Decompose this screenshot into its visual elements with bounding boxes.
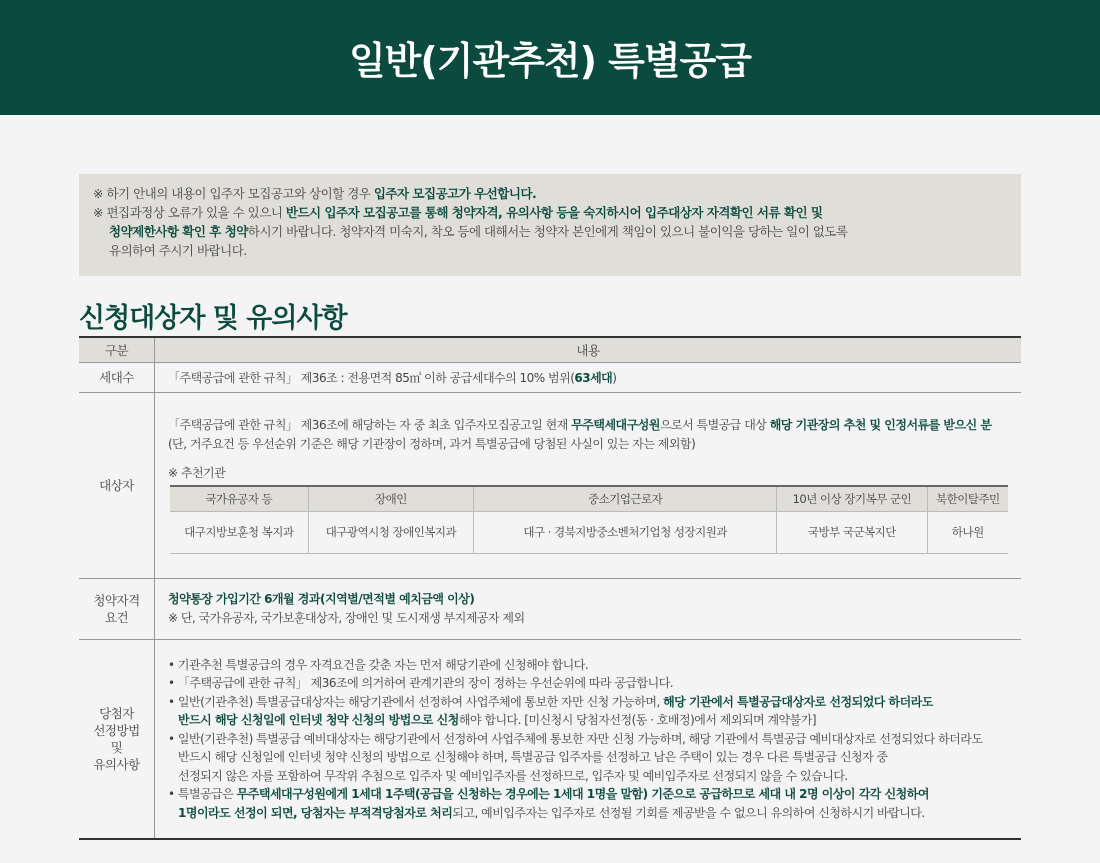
req-emphasis: 청약통장 가입기간 <box>168 591 265 606</box>
label-line: 선정방법 <box>93 722 140 738</box>
label-line: 당첨자 <box>99 705 134 721</box>
req-emphasis: (지역별/면적별 예치금액 이상) <box>320 591 475 606</box>
notice-box <box>79 174 1021 276</box>
recommender-cell: 대구지방보훈청 복지과 <box>170 511 308 553</box>
bullet-text: • 특별공급은 <box>168 787 237 801</box>
target-text: 「주택공급에 관한 규칙」 제36조에 해당하는 자 중 최초 입주자모집공고일 현재 <box>168 418 572 433</box>
notice-emphasis: 입주자 모집공고가 우선합니다. <box>373 186 537 201</box>
bullet-4: • 일반(기관추천) 특별공급 예비대상자는 해당기관에서 선정하여 사업주체에 통보한 자만 신청 가능하며, 해당 기관에서 특별공급 예비대상자로 선정되었다 하더라도 <box>168 731 983 746</box>
notice-line-1 <box>93 184 1007 203</box>
target-text: 으로서 특별공급 대상 <box>659 418 770 433</box>
bullet-text: 해야 합니다. [미신청시 당첨자선정(동 · 호배정)에서 제외되며 계약불가] <box>458 713 817 727</box>
recommender-header: 북한이탈주민 <box>927 486 1008 511</box>
title-banner <box>0 0 1100 115</box>
bullet-5-cont <box>168 804 1008 823</box>
notice-text: ※ 편집과정상 오류가 있을 수 있으니 <box>93 205 286 220</box>
bullet-emphasis: 무주택세대구성원에게 1세대 1주택(공급을 신청하는 경우에는 1세대 1명을 말함) 기준으로 공급 <box>236 787 722 801</box>
recommender-cell: 국방부 국군복지단 <box>777 511 928 553</box>
row-label-target: 대상자 <box>79 392 155 578</box>
recommender-cell: 대구광역시청 장애인복지과 <box>308 511 474 553</box>
recommender-header-row <box>170 486 1008 511</box>
units-text-end: ) <box>612 370 617 385</box>
table-row-requirements <box>79 578 1021 639</box>
label-line: 요건 <box>104 609 129 625</box>
table-row-target <box>79 392 1021 578</box>
recommender-table <box>170 485 1008 554</box>
target-emphasis: 해당 기관장의 추천 및 인정서류를 받으신 분 <box>769 418 992 433</box>
table-header-row <box>79 337 1021 362</box>
requirements-content <box>155 578 1022 639</box>
label-line: 청약자격 <box>93 592 140 608</box>
units-content <box>155 362 1022 392</box>
target-line-1 <box>168 416 1008 435</box>
row-label-method <box>79 639 155 839</box>
target-content <box>155 392 1022 578</box>
recommender-header: 중소기업근로자 <box>474 486 777 511</box>
bullet-3-cont <box>168 711 1008 730</box>
bullet-1: • 기관추천 특별공급의 경우 자격요건을 갖춘 자는 먼저 해당기관에 신청해야 합니다. <box>168 657 589 672</box>
eligibility-table <box>79 336 1021 840</box>
recommender-cell: 하나원 <box>927 511 1008 553</box>
req-period: 6개월 경과 <box>264 591 320 606</box>
label-line: 유의사항 <box>93 756 140 772</box>
recommender-cell: 대구 · 경북지방중소벤처기업청 성장지원과 <box>474 511 777 553</box>
target-emphasis: 무주택세대구성원 <box>571 418 660 433</box>
bullet-4-cont-1: 반드시 해당 신청일에 인터넷 청약 신청의 방법으로 신청해야 하며, 특별공급 입주자를 선정하고 남은 주택이 있는 경우 다른 특별공급 신청자 중 <box>178 750 888 764</box>
recommender-label: ※ 추천기관 <box>168 466 226 481</box>
bullet-2: • 「주택공급에 관한 규칙」 제36조에 의거하여 관계기관의 장이 정하는 우선순위에 따라 공급합니다. <box>168 676 674 690</box>
bullet-text: 되고, 예비입주자는 입주자로 선정될 기회를 제공받을 수 없으니 유의하여 신청하시기 바랍니다. <box>452 805 925 820</box>
recommender-header: 장애인 <box>308 486 474 511</box>
bullet-5 <box>168 785 1008 804</box>
bullet-emphasis: 해당 기관에서 특별공급대상자로 선정되었다 하더라도 <box>663 694 933 709</box>
section-title: 신청대상자 및 유의사항 <box>79 303 347 334</box>
bullet-emphasis: 반드시 해당 신청일에 인터넷 청약 신청의 방법으로 신청 <box>178 713 459 727</box>
notice-line-2 <box>93 203 1007 222</box>
recommender-header: 국가유공자 등 <box>170 486 308 511</box>
notice-line-4: 유의하여 주시기 바랍니다. <box>109 243 247 258</box>
method-content <box>155 639 1022 839</box>
notice-text: ※ 하기 안내의 내용이 입주자 모집공고와 상이할 경우 <box>93 186 374 201</box>
units-count: 63세대 <box>574 370 613 385</box>
recommender-row <box>170 511 1008 553</box>
notice-emphasis: 반드시 입주자 모집공고를 통해 청약자격, 유의사항 등을 숙지하시어 입주대상자 자격확인 서류 확인 및 <box>285 205 823 220</box>
units-text: 「주택공급에 관한 규칙」 제36조 : 전용면적 85㎡ 이하 공급세대수의 10% 범위( <box>168 370 575 385</box>
requirements-line-2: ※ 단, 국가유공자, 국가보훈대상자, 장애인 및 도시재생 부지제공자 제외 <box>168 610 525 625</box>
label-line: 및 <box>110 739 123 755</box>
bullet-4-cont-2: 선정되지 않은 자를 포함하여 무작위 추첨으로 입주자 및 예비입주자를 선정하므로, 입주자 및 예비입주자로 선정되지 않을 수 있습니다. <box>178 768 848 783</box>
header-content: 내용 <box>155 337 1022 362</box>
table-row-method <box>79 639 1021 839</box>
bullet-3 <box>168 693 1008 712</box>
header-category: 구분 <box>79 337 155 362</box>
page-title: 일반(기관추천) 특별공급 <box>348 39 752 83</box>
notice-emphasis: 청약제한사항 확인 후 청약 <box>109 224 248 239</box>
notice-text: 하시기 바랍니다. 청약자격 미숙지, 착오 등에 대해서는 청약자 본인에게 책임이 있으니 불이익을 당하는 일이 없도록 <box>247 224 848 239</box>
row-label-units: 세대수 <box>79 362 155 392</box>
bullet-emphasis: 하므로 세대 내 2명 이상이 각각 신청하여 <box>721 787 929 801</box>
target-line-2: (단, 거주요건 등 우선순위 기준은 해당 기관장이 정하며, 과거 특별공급에 당첨된 사실이 있는 자는 제외함) <box>168 437 696 452</box>
table-row-units <box>79 362 1021 392</box>
notice-line-3 <box>93 222 1007 241</box>
requirements-line-1 <box>168 590 1008 609</box>
bullet-text: • 일반(기관추천) 특별공급대상자는 해당기관에서 선정하여 사업주체에 통보한 자만 신청 가능하며, <box>168 694 664 709</box>
row-label-requirements <box>79 578 155 639</box>
recommender-header: 10년 이상 장기복무 군인 <box>777 486 928 511</box>
bullet-emphasis: 1명이라도 선정이 되면, 당첨자는 부적격당첨자로 처리 <box>178 805 453 820</box>
